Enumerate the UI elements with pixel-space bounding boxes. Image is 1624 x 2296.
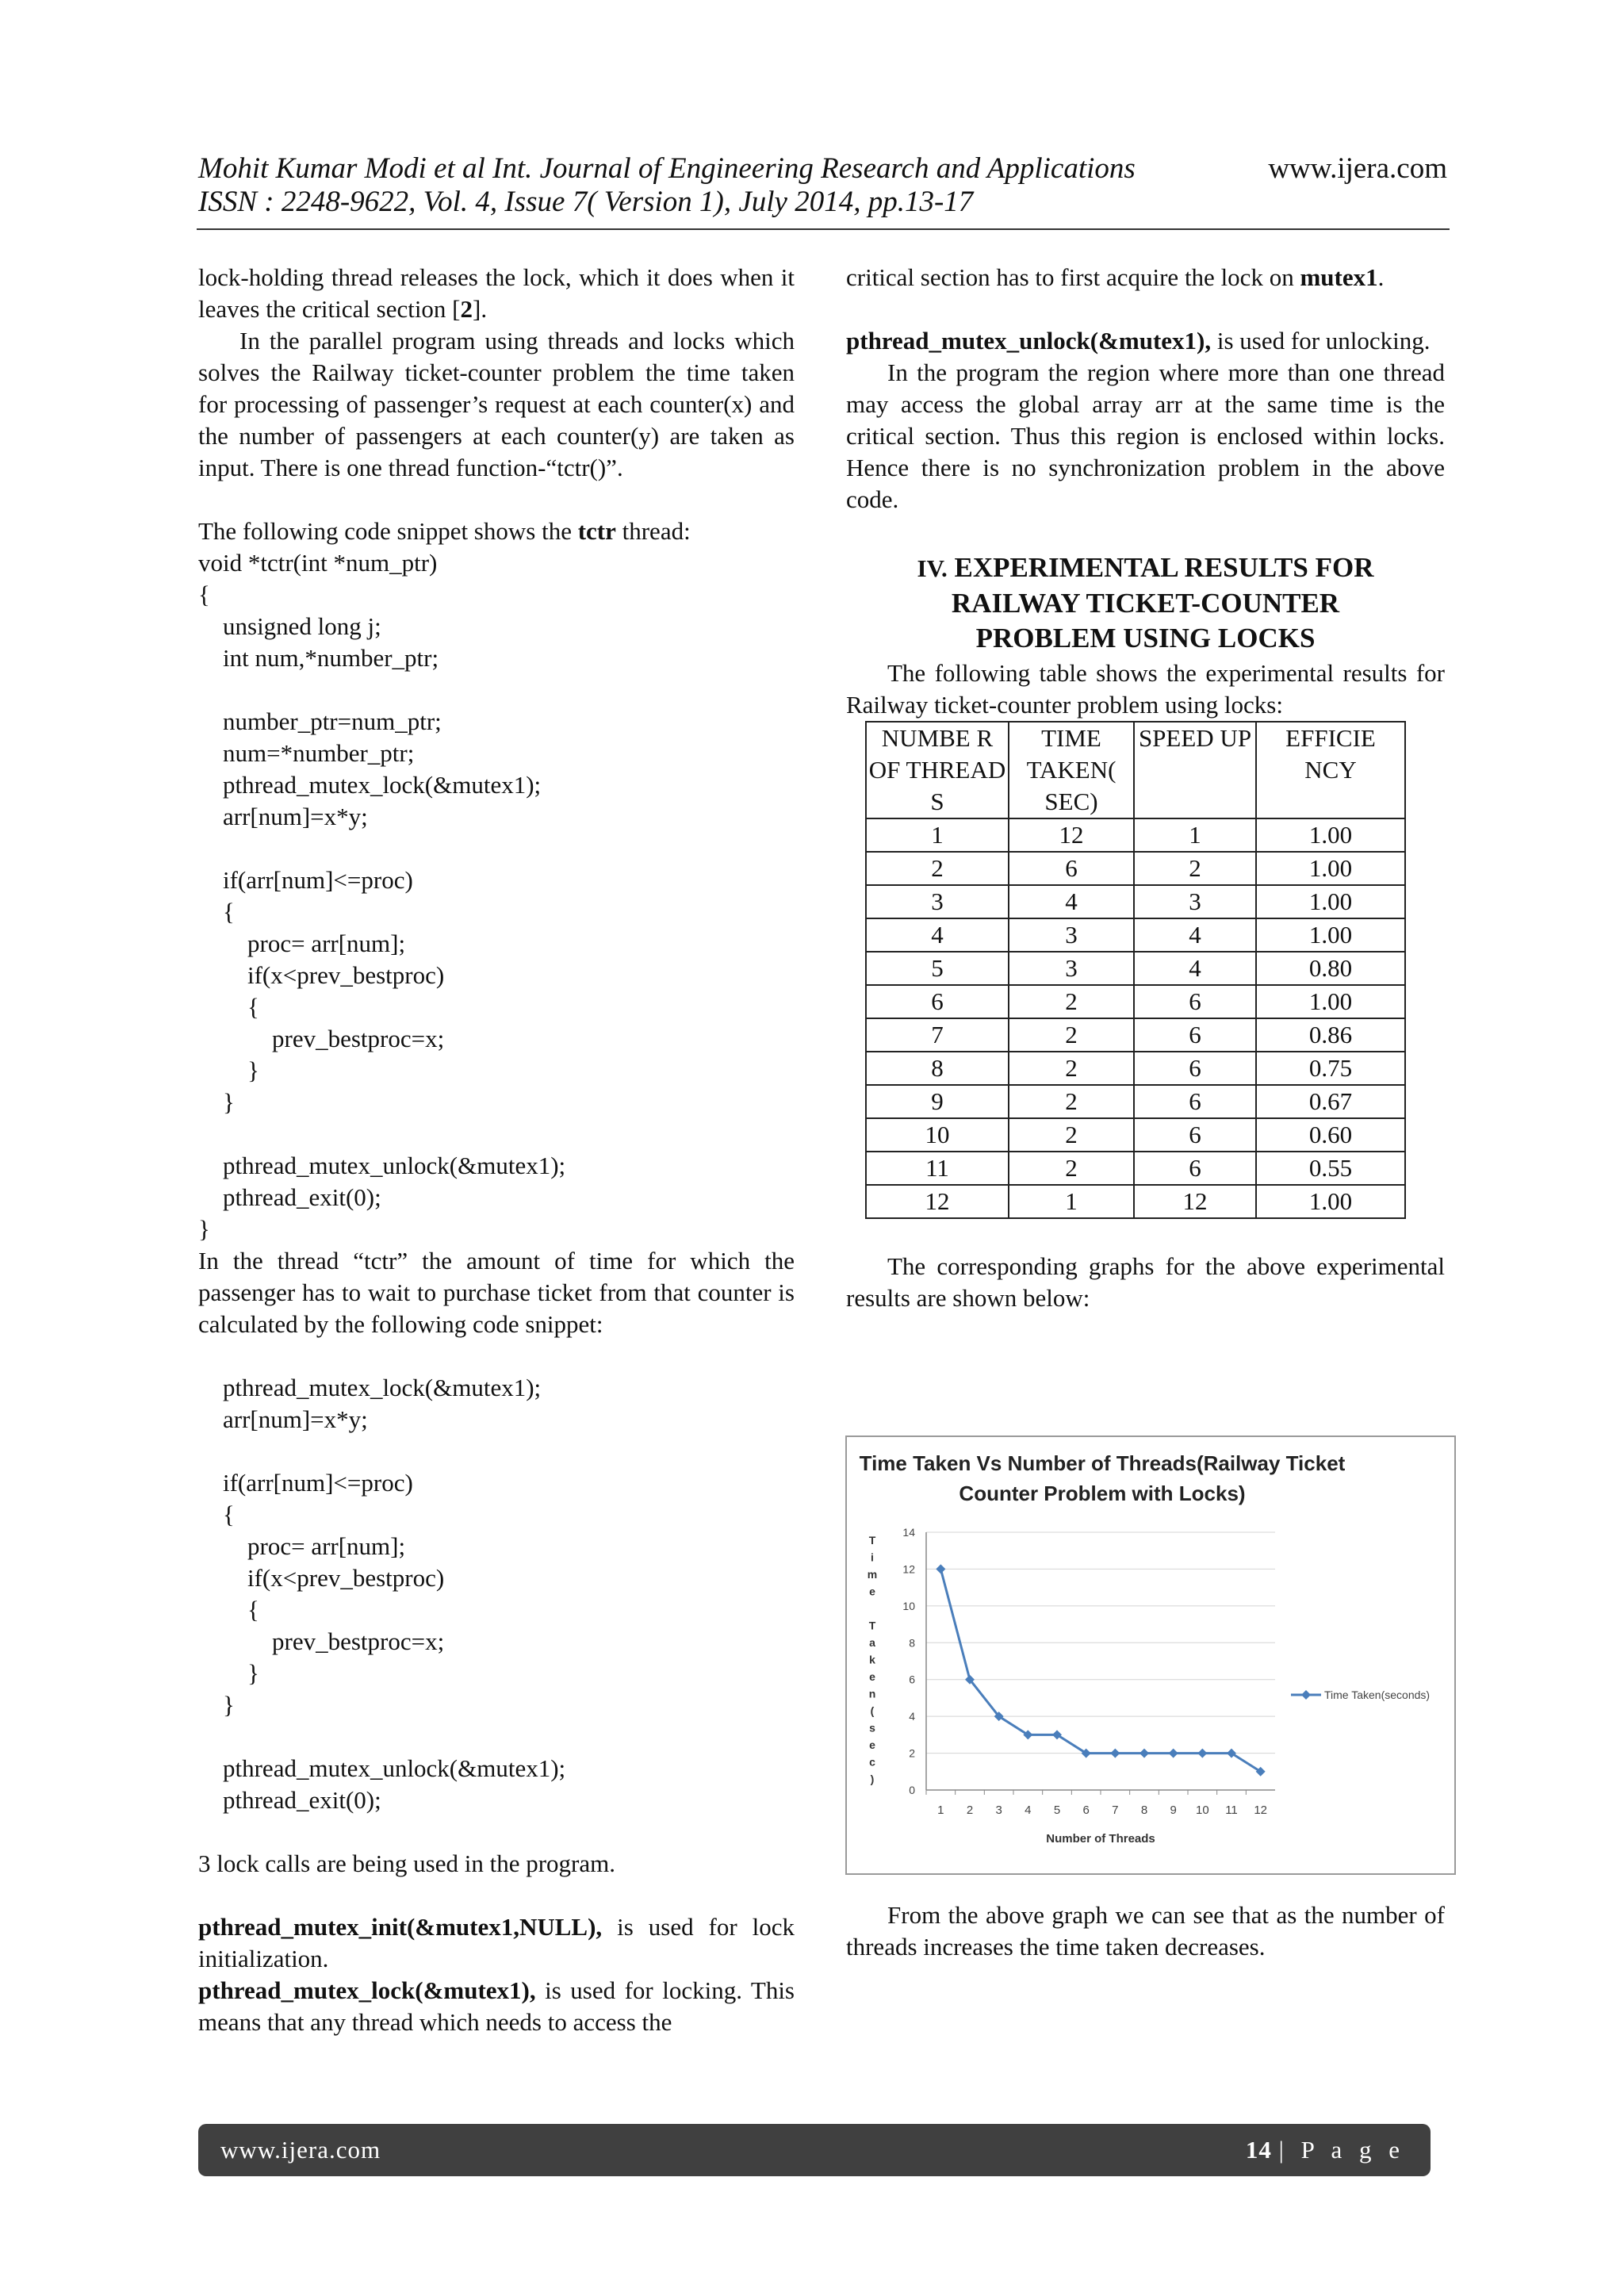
header-issn: ISSN : 2248-9622, Vol. 4, Issue 7( Version 1), July 2014, pp.13-17 xyxy=(198,186,974,218)
chart-title-line1: Time Taken Vs Number of Threads(Railway Ticket xyxy=(859,1451,1346,1475)
running-header xyxy=(198,152,1447,219)
x-tick-label: 7 xyxy=(1112,1803,1119,1817)
table-cell: 10 xyxy=(866,1118,1009,1152)
table-cell: 9 xyxy=(866,1085,1009,1118)
x-tick-label: 9 xyxy=(1170,1803,1177,1817)
y-tick-label: 8 xyxy=(909,1636,915,1650)
table-cell: 6 xyxy=(866,985,1009,1018)
legend-marker xyxy=(1301,1690,1311,1700)
table-cell: 1.00 xyxy=(1256,818,1405,852)
table-cell: 1 xyxy=(1134,818,1256,852)
x-tick-label: 12 xyxy=(1254,1803,1268,1817)
table-row xyxy=(866,985,1405,1018)
table-cell: 0.75 xyxy=(1256,1052,1405,1085)
x-tick-label: 1 xyxy=(937,1803,944,1817)
table-cell: 6 xyxy=(1134,985,1256,1018)
col-header-threads: NUMBE R OF THREAD S xyxy=(866,722,1009,818)
y-axis-label-char: ( xyxy=(870,1704,875,1717)
table-cell: 2 xyxy=(1009,1152,1134,1185)
y-axis-label-char: s xyxy=(869,1721,875,1734)
table-cell: 12 xyxy=(1134,1185,1256,1218)
data-point xyxy=(1139,1749,1149,1758)
y-tick-label: 12 xyxy=(902,1562,915,1576)
y-axis-label-char: m xyxy=(867,1568,878,1581)
data-point xyxy=(1169,1749,1178,1758)
table-cell: 6 xyxy=(1134,1152,1256,1185)
table-cell: 5 xyxy=(866,952,1009,985)
table-row xyxy=(866,1118,1405,1152)
right-para-4: The following table shows the experimental results for Railway ticket-counter problem using locks: xyxy=(846,659,1445,719)
legend-label: Time Taken(seconds) xyxy=(1324,1688,1431,1701)
table-cell: 6 xyxy=(1134,1018,1256,1052)
table-cell: 1.00 xyxy=(1256,918,1405,952)
x-tick-label: 2 xyxy=(966,1803,974,1817)
table-cell: 3 xyxy=(1009,918,1134,952)
y-tick-label: 10 xyxy=(902,1599,915,1612)
table-cell: 2 xyxy=(1009,1118,1134,1152)
table-cell: 3 xyxy=(866,885,1009,918)
left-para-2: In the parallel program using threads and locks which solves the Railway ticket-counter problem the time taken for processing of passenger’s request at each counter(x) and the number of passengers at each counter(y) are taken as input. There is one thread function-“tctr()”. xyxy=(198,327,795,481)
table-cell: 2 xyxy=(866,852,1009,885)
y-axis-label-char: k xyxy=(869,1653,875,1666)
left-para-5: 3 lock calls are being used in the program. xyxy=(198,1849,615,1877)
left-para-7: pthread_mutex_lock(&mutex1), is used for locking. This means that any thread which needs to access the xyxy=(198,1976,795,2036)
right-column-bottom xyxy=(846,1899,1445,1963)
x-tick-label: 4 xyxy=(1025,1803,1032,1817)
data-point xyxy=(1197,1749,1207,1758)
x-tick-label: 5 xyxy=(1053,1803,1061,1817)
table-row xyxy=(866,1052,1405,1085)
code-snippet-tctr: void *tctr(int *num_ptr) { unsigned long j; int num,*number_ptr; number_ptr=num_ptr; num=*number_ptr; pthread_mutex_lock(&mutex1); arr[num]=x*y; if(arr[num]<=proc) { proc= arr[num]; if(x<prev_bestproc) { prev_bestproc=x; } } pthread_mutex_unlock(&mutex1); pthread_exit(0); } xyxy=(198,549,566,1243)
section-title: EXPERIMENTAL RESULTS FOR RAILWAY TICKET-COUNTER PROBLEM USING LOCKS xyxy=(951,552,1374,654)
table-cell: 4 xyxy=(866,918,1009,952)
y-axis-label-char: c xyxy=(869,1755,875,1769)
y-tick-label: 2 xyxy=(909,1746,915,1760)
table-row xyxy=(866,818,1405,852)
x-tick-label: 10 xyxy=(1195,1803,1209,1817)
table-cell: 2 xyxy=(1009,985,1134,1018)
y-axis-label-char: i xyxy=(871,1550,874,1564)
table-cell: 3 xyxy=(1009,952,1134,985)
chart-title-line2: Counter Problem with Locks) xyxy=(959,1481,1246,1505)
x-tick-label: 6 xyxy=(1082,1803,1090,1817)
table-cell: 1 xyxy=(866,818,1009,852)
y-axis-label-char: T xyxy=(868,1619,876,1632)
table-cell: 1.00 xyxy=(1256,1185,1405,1218)
table-cell: 2 xyxy=(1009,1052,1134,1085)
table-cell: 4 xyxy=(1009,885,1134,918)
left-para-4: In the thread “tctr” the amount of time for which the passenger has to wait to purchase ticket from that counter is calculated by the following code snippet: xyxy=(198,1247,795,1338)
left-para-1: lock-holding thread releases the lock, which it does when it leaves the critical section [2]. xyxy=(198,263,795,323)
table-cell: 8 xyxy=(866,1052,1009,1085)
table-cell: 1 xyxy=(1009,1185,1134,1218)
y-tick-label: 14 xyxy=(902,1526,915,1539)
page-footer xyxy=(198,2124,1431,2176)
y-tick-label: 6 xyxy=(909,1673,915,1686)
table-row xyxy=(866,1085,1405,1118)
y-tick-label: 0 xyxy=(909,1784,915,1796)
series-line xyxy=(940,1569,1260,1771)
table-cell: 4 xyxy=(1134,952,1256,985)
left-para-3: The following code snippet shows the tctr thread: xyxy=(198,517,691,545)
section-number: IV. xyxy=(917,554,948,582)
right-para-6: From the above graph we can see that as the number of threads increases the time taken decreases. xyxy=(846,1901,1445,1961)
table-cell: 1.00 xyxy=(1256,885,1405,918)
x-tick-label: 11 xyxy=(1225,1803,1238,1817)
table-row xyxy=(866,1018,1405,1052)
table-header-row xyxy=(866,722,1405,818)
citation-ref: 2 xyxy=(460,295,473,323)
table-cell: 2 xyxy=(1134,852,1256,885)
table-cell: 0.55 xyxy=(1256,1152,1405,1185)
right-para-3: In the program the region where more than one thread may access the global array arr at the same time is the critical section. Thus this region is enclosed within locks. Hence there is no synchronization problem in the above code. xyxy=(846,358,1445,513)
table-cell: 3 xyxy=(1134,885,1256,918)
right-para-5: The corresponding graphs for the above experimental results are shown below: xyxy=(846,1252,1445,1312)
table-cell: 0.80 xyxy=(1256,952,1405,985)
table-cell: 2 xyxy=(1009,1085,1134,1118)
table-row xyxy=(866,918,1405,952)
table-cell: 12 xyxy=(1009,818,1134,852)
right-para-2: pthread_mutex_unlock(&mutex1), is used for unlocking. xyxy=(846,327,1431,355)
chart-svg xyxy=(847,1437,1454,1873)
table-row xyxy=(866,952,1405,985)
table-cell: 7 xyxy=(866,1018,1009,1052)
y-axis-label-char: e xyxy=(869,1738,875,1751)
y-axis-label-char: ) xyxy=(870,1773,875,1785)
table-cell: 6 xyxy=(1134,1052,1256,1085)
table-cell: 11 xyxy=(866,1152,1009,1185)
header-journal: Mohit Kumar Modi et al Int. Journal of Engineering Research and Applications xyxy=(198,152,1136,185)
table-cell: 1.00 xyxy=(1256,985,1405,1018)
table-cell: 6 xyxy=(1134,1085,1256,1118)
col-header-speedup: SPEED UP xyxy=(1134,722,1256,818)
header-rule xyxy=(197,228,1450,230)
header-website[interactable]: www.ijera.com xyxy=(1268,152,1447,185)
data-point xyxy=(1110,1749,1120,1758)
left-para-6: pthread_mutex_init(&mutex1,NULL), is used for lock initialization. xyxy=(198,1913,795,1972)
time-vs-threads-chart xyxy=(845,1435,1456,1875)
right-para-1: critical section has to first acquire the lock on mutex1. xyxy=(846,263,1385,291)
right-column xyxy=(846,262,1445,1314)
y-axis-label-char: n xyxy=(868,1687,876,1700)
table-cell: 0.67 xyxy=(1256,1085,1405,1118)
table-cell: 6 xyxy=(1009,852,1134,885)
page-number: 14 | P a g e xyxy=(1245,2136,1405,2164)
x-tick-label: 3 xyxy=(995,1803,1002,1817)
results-table xyxy=(865,721,1406,1219)
table-row xyxy=(866,885,1405,918)
section-heading xyxy=(846,550,1445,656)
y-axis-label-char: T xyxy=(868,1534,876,1547)
table-cell: 12 xyxy=(866,1185,1009,1218)
table-cell: 2 xyxy=(1009,1018,1134,1052)
x-tick-label: 8 xyxy=(1140,1803,1148,1817)
y-axis-label-char: e xyxy=(869,1670,875,1683)
table-row xyxy=(866,1185,1405,1218)
code-snippet-critical: pthread_mutex_lock(&mutex1); arr[num]=x*y; if(arr[num]<=proc) { proc= arr[num]; if(x<prev_bestproc) { prev_bestproc=x; } } pthread_mutex_unlock(&mutex1); pthread_exit(0); xyxy=(223,1374,566,1814)
table-row xyxy=(866,852,1405,885)
left-column xyxy=(198,262,795,2038)
table-cell: 0.86 xyxy=(1256,1018,1405,1052)
y-tick-label: 4 xyxy=(909,1710,915,1723)
col-header-efficiency: EFFICIE NCY xyxy=(1256,722,1405,818)
y-axis-label-char: e xyxy=(869,1585,875,1598)
x-axis-label: Number of Threads xyxy=(1046,1832,1155,1846)
table-cell: 0.60 xyxy=(1256,1118,1405,1152)
table-cell: 1.00 xyxy=(1256,852,1405,885)
y-axis-label-char: a xyxy=(869,1636,875,1649)
footer-website[interactable]: www.ijera.com xyxy=(220,2136,381,2164)
data-point xyxy=(936,1564,945,1573)
table-cell: 6 xyxy=(1134,1118,1256,1152)
col-header-time: TIME TAKEN( SEC) xyxy=(1009,722,1134,818)
table-cell: 4 xyxy=(1134,918,1256,952)
table-row xyxy=(866,1152,1405,1185)
